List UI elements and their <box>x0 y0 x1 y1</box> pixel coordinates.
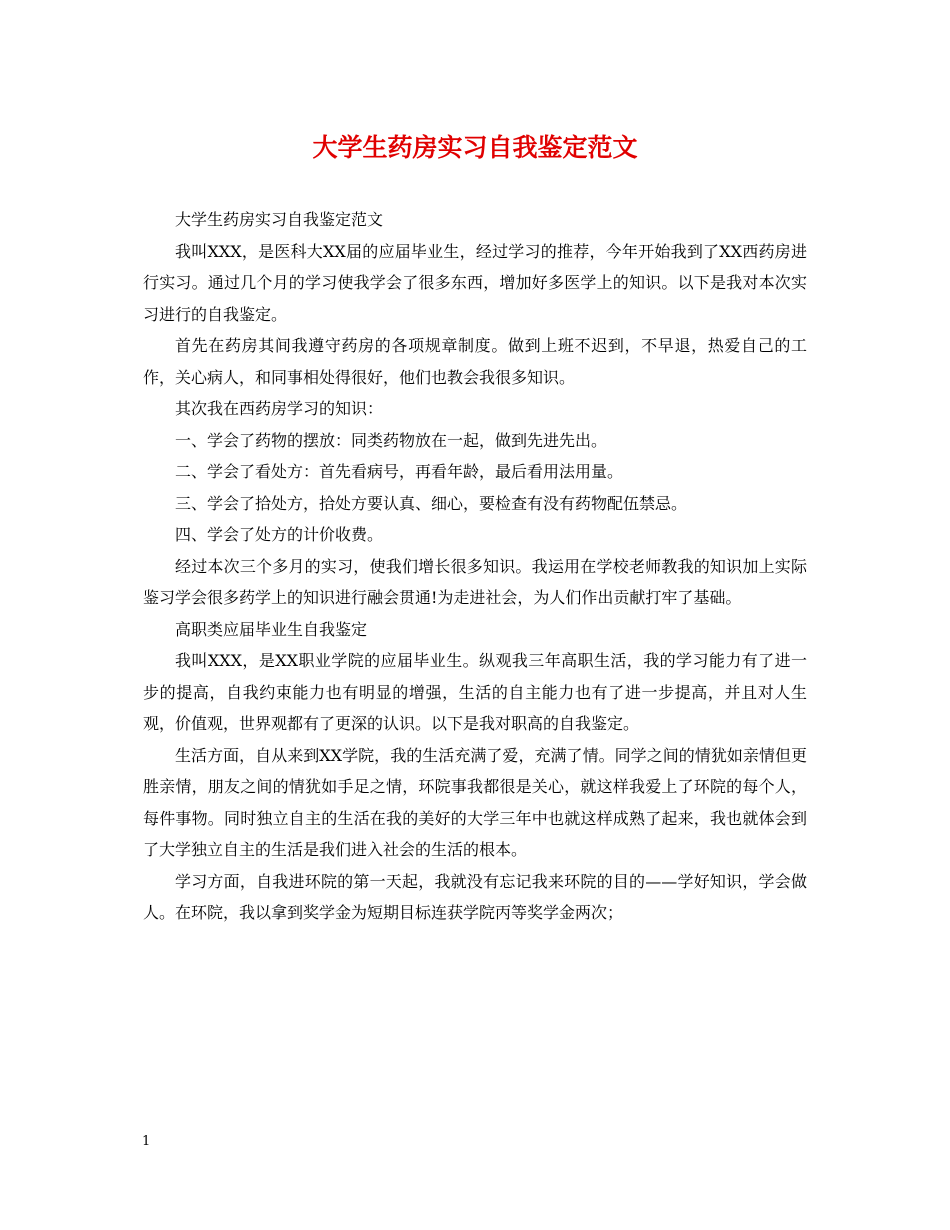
body-paragraph: 首先在药房其间我遵守药房的各项规章制度。做到上班不迟到，不早退，热爱自己的工作，关心病人，和同事相处得很好，他们也教会我很多知识。 <box>143 336 807 387</box>
document-body <box>143 204 807 929</box>
body-paragraph: 学习方面，自我进环院的第一天起，我就没有忘记我来环院的目的——学好知识，学会做人。在环院，我以拿到奖学金为短期目标连获学院丙等奖学金两次； <box>143 871 807 922</box>
page-number: 1 <box>142 1134 151 1149</box>
body-paragraph: 我叫XXX，是医科大XX届的应届毕业生，经过学习的推荐，今年开始我到了XX西药房进行实习。通过几个月的学习使我学会了很多东西，增加好多医学上的知识。以下是我对本次实习进行的自我鉴定。 <box>143 241 807 324</box>
body-paragraph: 其次我在西药房学习的知识： <box>175 399 384 418</box>
document-title: 大学生药房实习自我鉴定范文 <box>312 133 638 162</box>
body-paragraph: 四、学会了处方的计价收费。 <box>175 525 384 544</box>
body-paragraph: 大学生药房实习自我鉴定范文 <box>175 210 384 229</box>
body-paragraph: 三、学会了拾处方，拾处方要认真、细心，要检查有没有药物配伍禁忌。 <box>175 493 688 513</box>
body-paragraph: 一、学会了药物的摆放：同类药物放在一起，做到先进先出。 <box>175 430 608 450</box>
body-paragraph: 高职类应届毕业生自我鉴定 <box>175 619 368 639</box>
body-paragraph: 经过本次三个多月的实习，使我们增长很多知识。我运用在学校老师教我的知识加上实际鉴习学会很多药学上的知识进行融会贯通!为走进社会，为人们作出贡献打牢了基础。 <box>143 556 807 607</box>
body-paragraph: 生活方面，自从来到XX学院，我的生活充满了爱，充满了情。同学之间的情犹如亲情但更胜亲情，朋友之间的情犹如手足之情，环院事我都很是关心，就这样我爱上了环院的每个人，每件事物。同时独立自主的生活在我的美好的大学三年中也就这样成熟了起来，我也就体会到了大学独立自主的生活是我们进入社会的生活的根本。 <box>143 745 807 859</box>
body-paragraph: 二、学会了看处方：首先看病号，再看年龄，最后看用法用量。 <box>175 462 624 481</box>
body-paragraph: 我叫XXX，是XX职业学院的应届毕业生。纵观我三年高职生活，我的学习能力有了进一步的提高，自我约束能力也有明显的增强，生活的自主能力也有了进一步提高，并且对人生观，价值观，世界观都有了更深的认识。以下是我对职高的自我鉴定。 <box>143 651 807 733</box>
